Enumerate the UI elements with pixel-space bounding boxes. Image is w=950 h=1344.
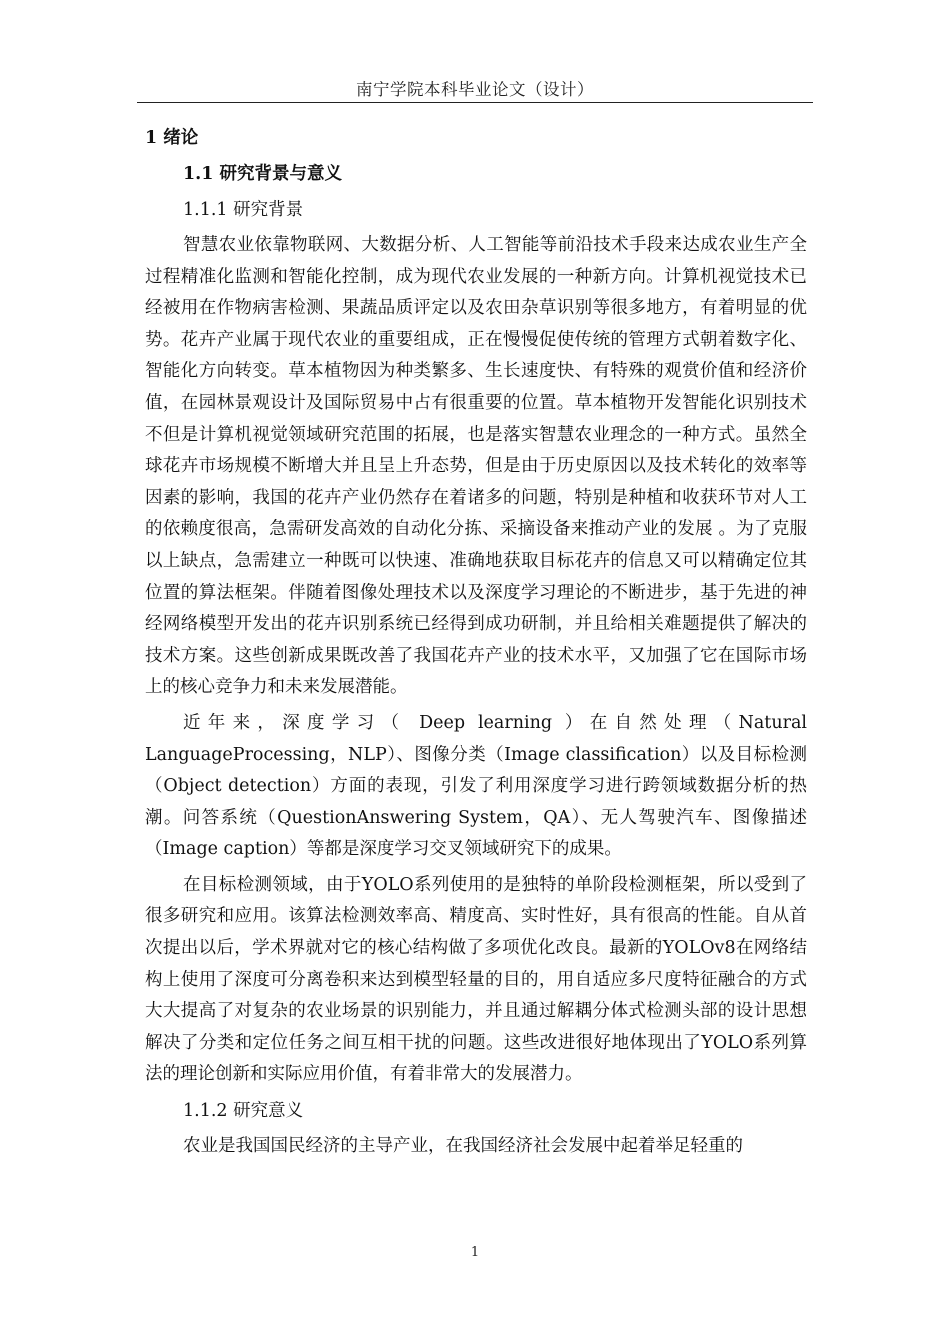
subsection-title-significance: 1.1.2 研究意义 xyxy=(183,1101,304,1122)
subsection-title-background: 1.1.1 研究背景 xyxy=(183,200,304,220)
paragraph-background: 智慧农业依靠物联网、大数据分析、人工智能等前沿技术手段来达成农业生产全过程精准化监测和智能化控制，成为现代农业发展的一种新方向。计算机视觉技术已经被用在作物病害检测、果蔬品质评定以及农田杂草识别等很多地方，有着明显的优势。花卉产业属于现代农业的重要组成，正在慢慢促使传统的管理方式朝着数字化、智能化方向转变。草本植物因为种类繁多、生长速度快、有特殊的观赏价值和经济价值，在园林景观设计及国际贸易中占有很重要的位置。草本植物开发智能化识别技术不但是计算机视觉领域研究范围的拓展，也是落实智慧农业理念的一种方式。虽然全球花卉市场规模不断增大并且呈上升态势，但是由于历史原因以及技术转化的效率等因素的影响，我国的花卉产业仍然存在着诸多的问题，特别是种植和收获环节对人工的依赖度很高，急需研发高效的自动化分拣、采摘设备来推动产业的发展 。为了克服以上缺点，急需建立一种既可以快速、准确地获取目标花卉的信息又可以精确定位其位置的算法框架。伴随着图像处理技术以及深度学习理论的不断进步，基于先进的神经网络模型开发出的花卉识别系统已经得到成功研制，并且给相关难题提供了解决的技术方案。这些创新成果既改善了我国花卉产业的技术水平，又加强了它在国际市场上的核心竞争力和未来发展潜能。 xyxy=(145,235,807,698)
header-rule xyxy=(137,102,813,103)
section-title: 1.1 研究背景与意义 xyxy=(183,164,343,184)
running-header: 南宁学院本科毕业论文（设计） xyxy=(356,80,594,99)
page-body xyxy=(145,122,807,1163)
paragraph-yolo: 在目标检测领域，由于YOLO系列使用的是独特的单阶段检测框架，所以受到了很多研究和应用。该算法检测效率高、精度高、实时性好，具有很高的性能。自从首次提出以后，学术界就对它的核心结构做了多项优化改良。最新的YOLOv8在网络结构上使用了深度可分离卷积来达到模型轻量的目的，用自适应多尺度特征融合的方式大大提高了对复杂的农业场景的识别能力，并且通过解耦分体式检测头部的设计思想解决了分类和定位任务之间互相干扰的问题。这些改进很好地体现出了YOLO系列算法的理论创新和实际应用价值，有着非常大的发展潜力。 xyxy=(145,874,807,1085)
paragraph-significance: 农业是我国国民经济的主导产业，在我国经济社会发展中起着举足轻重的 xyxy=(183,1136,743,1157)
chapter-title: 1 绪论 xyxy=(145,128,199,148)
page-number: 1 xyxy=(470,1245,480,1260)
paragraph-deep-learning: 近年来，深度学习（ Deep learning ）在自然处理（Natural LanguageProcessing，NLP）、图像分类（Image classification）以及目标检测（Object detection）方面的表现，引发了利用深度学习进行跨领域数据分析的热潮。问答系统（QuestionAnswering System，QA）、无人驾驶汽车、图像描述（Image caption）等都是深度学习交叉领域研究下的成果。 xyxy=(145,712,807,860)
